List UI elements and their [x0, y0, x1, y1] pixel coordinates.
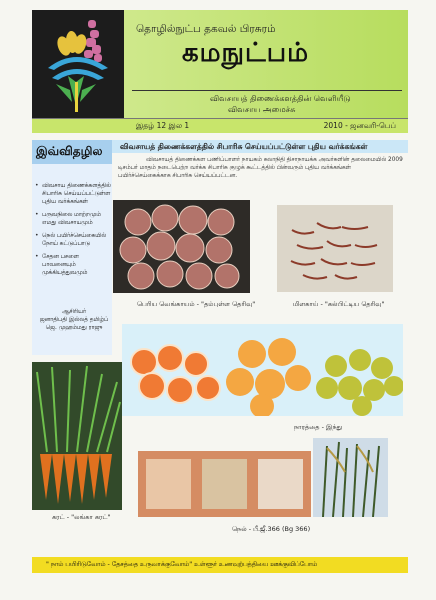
carrot-caption: கரட் - "லங்கா கரட்": [52, 513, 111, 521]
ministry-line: விவசாய அமைச்சு: [228, 105, 296, 114]
contents-item: • சேதன பசளை பாவனையும் முக்கியத்துவமும்: [35, 253, 88, 276]
article-headline: விவசாயத் திணைக்களத்தில் சிபாரிசு செய்யப்பட்டுள்ள புதிய வர்க்கங்கள்: [120, 142, 368, 151]
bullet-icon: •: [35, 253, 39, 260]
slogan-banner: [32, 557, 408, 573]
bullet-icon: •: [35, 211, 39, 218]
editor-line: ஜனாதிபதி இல்லத் தமிழ்ப்: [39, 317, 109, 323]
contents-item: • பருவநிலை மாற்றமும் எமது விவசாயமும்: [35, 211, 101, 226]
onion-caption: பெரிய வெங்காயம் - "தம்புள்ள தெரிவு": [137, 300, 256, 308]
slogan-text: " நாம் பயிரிடுவோம் - தேசத்தை உருவாக்குவோம்" உள்ளூர் உணவுற்பத்தியை ஊக்குவிப்போம்: [46, 561, 318, 568]
sidebar-title: இவ்விதழில: [36, 144, 103, 158]
issue-date: 2010 - ஜனவரி-பெப்: [323, 121, 396, 130]
orange-photo: [122, 324, 403, 416]
orange-caption: நாரத்தை - இந்து: [294, 423, 343, 431]
editor-label: ஆசிரியர்: [61, 309, 87, 315]
issue-number: இதழ் 12 இல 1: [136, 121, 190, 130]
contents-list: [32, 182, 112, 282]
contents-item: • நெல் பயிர்ச்செய்கையில் நோய் கட்டுப்பாடு: [35, 232, 107, 247]
chilli-photo: [277, 205, 393, 292]
editor-name: ஜெ. முஹம்மது ராஜு: [45, 325, 103, 331]
sidebar-header: [32, 140, 112, 164]
emblem-icon: [32, 10, 124, 118]
bullet-icon: •: [35, 182, 39, 189]
masthead-divider: [132, 90, 402, 91]
department-logo: [32, 10, 124, 118]
onion-photo: [113, 200, 250, 293]
masthead: [32, 10, 408, 118]
rice-grain-photo: [138, 451, 311, 517]
issue-bar: [32, 118, 408, 133]
editor-credit: [38, 308, 110, 332]
contents-item: • விவசாய திணைக்களத்தில் சிபாரிசு செய்யப்பட்டுள்ள புதிய வர்க்கங்கள்: [35, 182, 111, 205]
article-body: விவசாயத் திணைக்கள பணிப்பாளர் நாயகம் கலாநிதி திசாநாயக்க அவர்களின் தலைமையில் 2009 டிசம்பர் மாதம் நடைபெற்ற வர்க்க சிபாரிசு குழுக் கூட்டத்தில் பின்வரும் புதிய வர்க்கங்கள் பயிர்ச்செய்கைக்காக சிபாரிசு செய்யப்பட்டன.: [118, 157, 403, 179]
masthead-kicker: தொழில்நுட்ப தகவல் பிரசுரம்: [136, 23, 276, 35]
publisher-line: விவசாயத் திணைக்களத்தின் வெளியீடு: [210, 94, 351, 103]
bullet-icon: •: [35, 232, 39, 239]
in-this-issue-box: [32, 140, 112, 355]
chilli-caption: மிளகாய் - "கல்பிட்டிய தெரிவு": [293, 300, 385, 308]
article-banner: [112, 140, 408, 153]
carrot-photo: [32, 362, 122, 510]
masthead-title: கமநுட்பம்: [182, 38, 309, 68]
rice-caption: நெல் - பீ.ஜீ.366 (Bg 366): [232, 525, 311, 533]
paddy-plant-photo: [313, 438, 388, 517]
